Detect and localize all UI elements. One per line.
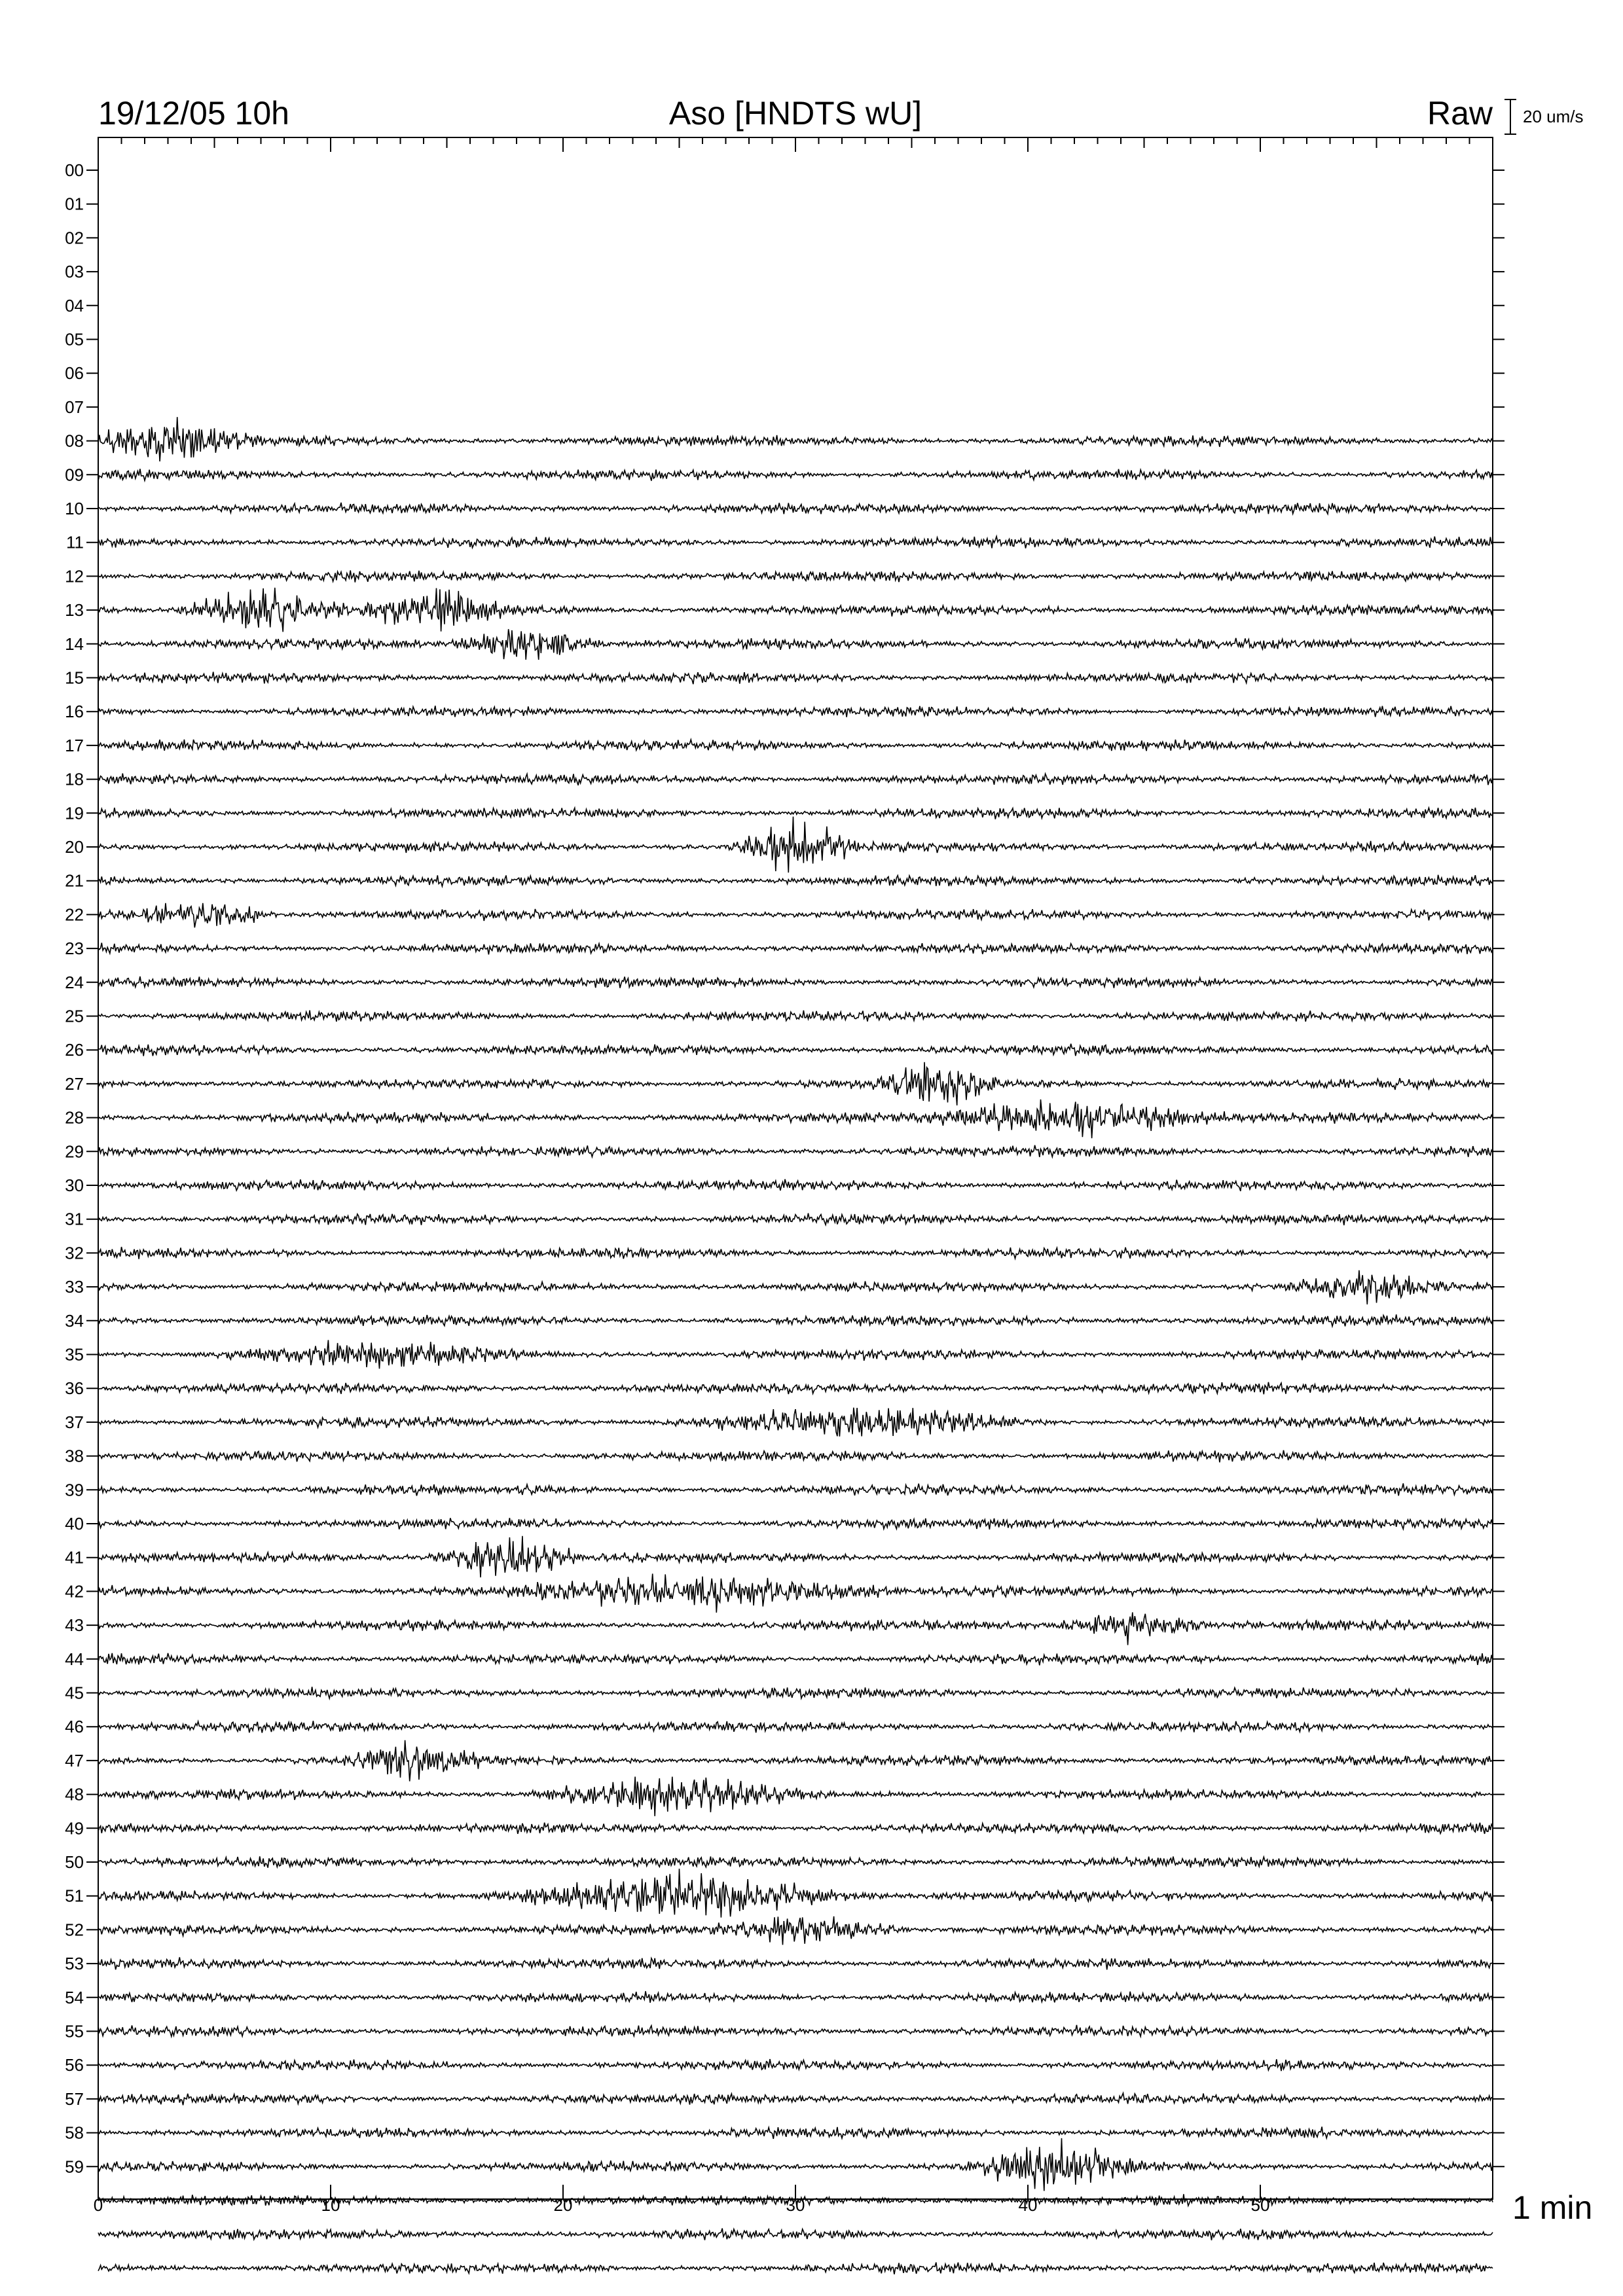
trace-line bbox=[98, 1991, 1493, 2003]
row-label: 15 bbox=[65, 668, 84, 688]
trace-line bbox=[98, 1270, 1493, 1304]
x-tick-label: 0 bbox=[93, 2195, 103, 2215]
trace-line bbox=[98, 1777, 1493, 1816]
trace-line bbox=[98, 740, 1493, 751]
row-label: 02 bbox=[65, 228, 84, 248]
row-label: 55 bbox=[65, 2021, 84, 2041]
trace-line bbox=[98, 1518, 1493, 1530]
row-label: 38 bbox=[65, 1446, 84, 1466]
row-label: 06 bbox=[65, 363, 84, 384]
trace-line bbox=[98, 1483, 1493, 1496]
row-label: 11 bbox=[66, 532, 84, 552]
row-label: 30 bbox=[65, 1175, 84, 1195]
header-mode: Raw bbox=[1427, 95, 1493, 132]
row-label: 13 bbox=[65, 600, 84, 620]
row-label: 04 bbox=[65, 295, 84, 315]
row-label: 36 bbox=[65, 1378, 84, 1399]
row-label: 39 bbox=[65, 1480, 84, 1500]
trace-line bbox=[98, 1062, 1493, 1105]
row-label: 59 bbox=[65, 2157, 84, 2177]
trace-line bbox=[98, 808, 1493, 819]
trace-line bbox=[98, 774, 1493, 785]
row-label: 09 bbox=[65, 465, 84, 485]
amplitude-scale-bar bbox=[1504, 99, 1584, 134]
x-tick-label: 20 bbox=[553, 2195, 573, 2215]
header-station: Aso [HNDTS wU] bbox=[668, 95, 922, 132]
row-label: 19 bbox=[65, 803, 84, 823]
header-datetime: 19/12/05 10h bbox=[98, 95, 289, 132]
row-label: 45 bbox=[65, 1683, 84, 1703]
trace-line bbox=[98, 817, 1493, 873]
trace-line bbox=[98, 1011, 1493, 1022]
trace-line bbox=[98, 1145, 1493, 1157]
trace-line bbox=[98, 417, 1493, 461]
row-label: 58 bbox=[65, 2123, 84, 2143]
x-tick-label: 50 bbox=[1250, 2195, 1270, 2215]
row-labels bbox=[65, 160, 1504, 2176]
trace-line bbox=[98, 2138, 1493, 2191]
trace-line bbox=[98, 1408, 1493, 1437]
scale-label: 20 um/s bbox=[1523, 107, 1584, 126]
trace-line bbox=[98, 1314, 1493, 1326]
row-label: 20 bbox=[65, 837, 84, 857]
row-label: 50 bbox=[65, 1852, 84, 1872]
row-label: 14 bbox=[65, 634, 84, 654]
trace-line bbox=[98, 2126, 1493, 2139]
row-label: 37 bbox=[65, 1412, 84, 1432]
row-label: 42 bbox=[65, 1581, 84, 1602]
row-label: 24 bbox=[65, 972, 84, 992]
x-axis-unit: 1 min bbox=[1512, 2189, 1593, 2226]
row-label: 05 bbox=[65, 329, 84, 350]
row-label: 26 bbox=[65, 1040, 84, 1060]
trace-line bbox=[98, 1536, 1493, 1577]
trace-line bbox=[98, 1247, 1493, 1259]
trace-line bbox=[98, 1100, 1493, 1138]
trace-line bbox=[98, 2229, 1493, 2240]
row-label: 21 bbox=[65, 870, 84, 891]
trace-line bbox=[98, 2093, 1493, 2105]
row-label: 12 bbox=[65, 566, 84, 586]
x-tick-label: 40 bbox=[1018, 2195, 1038, 2215]
row-label: 46 bbox=[65, 1717, 84, 1737]
trace-line bbox=[98, 469, 1493, 480]
trace-line bbox=[98, 2025, 1493, 2037]
trace-line bbox=[98, 537, 1493, 548]
row-label: 43 bbox=[65, 1615, 84, 1636]
trace-line bbox=[98, 1213, 1493, 1225]
trace-line bbox=[98, 1382, 1493, 1395]
trace-line bbox=[98, 1179, 1493, 1191]
trace-line bbox=[98, 1823, 1493, 1834]
row-label: 56 bbox=[65, 2055, 84, 2075]
row-label: 18 bbox=[65, 769, 84, 789]
trace-line bbox=[98, 1573, 1493, 1612]
top-minute-ticks bbox=[98, 137, 1493, 152]
trace-line bbox=[98, 2263, 1493, 2274]
row-label: 51 bbox=[65, 1886, 84, 1906]
row-label: 33 bbox=[65, 1277, 84, 1297]
trace-line bbox=[98, 503, 1493, 514]
row-label: 29 bbox=[65, 1141, 84, 1162]
trace-line bbox=[98, 875, 1493, 887]
row-label: 53 bbox=[65, 1954, 84, 1974]
row-label: 22 bbox=[65, 905, 84, 925]
row-label: 01 bbox=[65, 194, 84, 214]
row-label: 32 bbox=[65, 1243, 84, 1263]
trace-line bbox=[98, 1856, 1493, 1867]
trace-line bbox=[98, 1721, 1493, 1732]
row-label: 48 bbox=[65, 1784, 84, 1804]
row-label: 35 bbox=[65, 1344, 84, 1365]
row-label: 54 bbox=[65, 1987, 84, 2007]
trace-line bbox=[98, 903, 1493, 927]
trace-line bbox=[98, 706, 1493, 717]
row-label: 31 bbox=[65, 1209, 84, 1229]
trace-line bbox=[98, 2059, 1493, 2071]
row-label: 49 bbox=[65, 1818, 84, 1839]
row-label: 28 bbox=[65, 1107, 84, 1128]
row-label: 40 bbox=[65, 1514, 84, 1534]
row-label: 47 bbox=[65, 1750, 84, 1770]
row-label: 57 bbox=[65, 2089, 84, 2109]
trace-line bbox=[98, 1916, 1493, 1945]
trace-line bbox=[98, 1869, 1493, 1918]
trace-line bbox=[98, 1687, 1493, 1698]
row-label: 17 bbox=[65, 735, 84, 755]
trace-line bbox=[98, 1044, 1493, 1056]
trace-line bbox=[98, 1653, 1493, 1666]
row-label: 52 bbox=[65, 1920, 84, 1940]
trace-line bbox=[98, 1450, 1493, 1463]
row-label: 03 bbox=[65, 262, 84, 282]
x-tick-label: 10 bbox=[321, 2195, 340, 2215]
seismic-traces bbox=[98, 417, 1493, 2274]
row-label: 16 bbox=[65, 702, 84, 722]
row-label: 44 bbox=[65, 1649, 84, 1669]
trace-line bbox=[98, 629, 1493, 660]
row-label: 34 bbox=[65, 1310, 84, 1331]
row-label: 10 bbox=[65, 499, 84, 518]
trace-line bbox=[98, 672, 1493, 685]
row-label: 23 bbox=[65, 939, 84, 959]
trace-line bbox=[98, 1957, 1493, 1969]
trace-line bbox=[98, 977, 1493, 988]
trace-line bbox=[98, 588, 1493, 632]
trace-line bbox=[98, 1612, 1493, 1645]
trace-line bbox=[98, 943, 1493, 955]
x-tick-label: 30 bbox=[786, 2195, 805, 2215]
row-label: 27 bbox=[65, 1073, 84, 1094]
row-label: 00 bbox=[65, 160, 84, 180]
trace-line bbox=[98, 1740, 1493, 1782]
row-label: 41 bbox=[65, 1547, 84, 1568]
row-label: 25 bbox=[65, 1006, 84, 1026]
trace-line bbox=[98, 571, 1493, 583]
trace-line bbox=[98, 1340, 1493, 1369]
row-label: 08 bbox=[65, 431, 84, 451]
row-label: 07 bbox=[65, 397, 84, 417]
